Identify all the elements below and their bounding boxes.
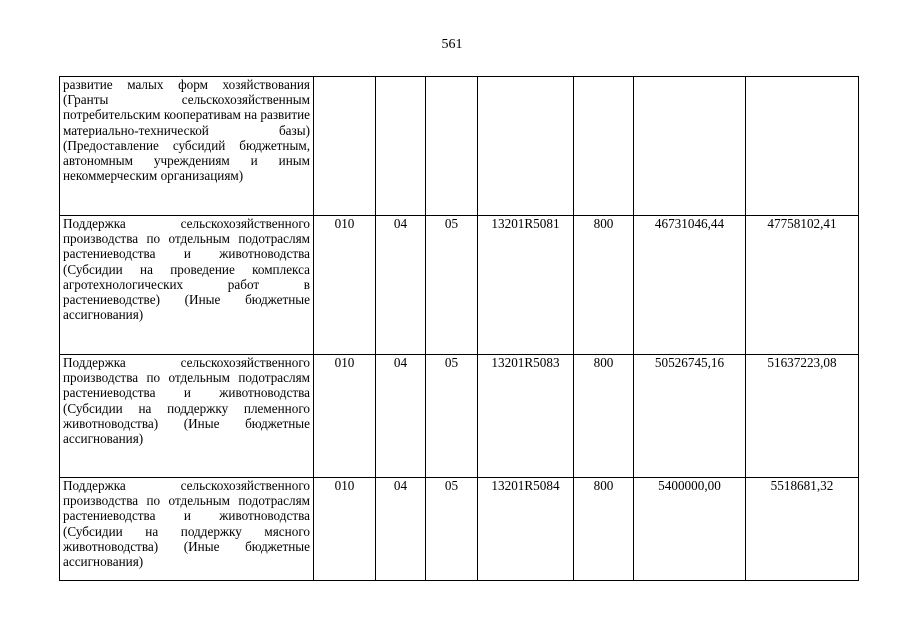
subsection-code-cell: 05 bbox=[426, 478, 478, 581]
expense-type-cell: 800 bbox=[574, 355, 634, 478]
ministry-code-cell: 010 bbox=[314, 216, 376, 355]
amount-year1-cell: 5400000,00 bbox=[634, 478, 746, 581]
section-code-cell: 04 bbox=[376, 216, 426, 355]
target-code-cell: 13201R5084 bbox=[478, 478, 574, 581]
target-code-cell: 13201R5081 bbox=[478, 216, 574, 355]
expense-type-cell: 800 bbox=[574, 478, 634, 581]
row-description: Поддержка сельскохозяйственного производства по отдельным подотраслям растениеводства и животноводства (Субсидии на проведение комплекса агротехнологических работ в растениеводстве) (Иные бюджетные ассигнования) bbox=[60, 216, 314, 355]
target-code-cell: 13201R5083 bbox=[478, 355, 574, 478]
row-description: Поддержка сельскохозяйственного производства по отдельным подотраслям растениеводства и животноводства (Субсидии на поддержку племенного животноводства) (Иные бюджетные ассигнования) bbox=[60, 355, 314, 478]
table-row bbox=[60, 77, 859, 216]
amount-year2-cell: 5518681,32 bbox=[746, 478, 859, 581]
ministry-code-cell bbox=[314, 77, 376, 216]
budget-table bbox=[59, 76, 859, 581]
amount-year2-cell: 47758102,41 bbox=[746, 216, 859, 355]
amount-year1-cell: 50526745,16 bbox=[634, 355, 746, 478]
section-code-cell bbox=[376, 77, 426, 216]
row-description: Поддержка сельскохозяйственного производства по отдельным подотраслям растениеводства и животноводства (Субсидии на поддержку мясного животноводства) (Иные бюджетные ассигнования) bbox=[60, 478, 314, 581]
ministry-code-cell: 010 bbox=[314, 355, 376, 478]
table-row bbox=[60, 355, 859, 478]
expense-type-cell: 800 bbox=[574, 216, 634, 355]
expense-type-cell bbox=[574, 77, 634, 216]
amount-year2-cell bbox=[746, 77, 859, 216]
section-code-cell: 04 bbox=[376, 355, 426, 478]
amount-year1-cell bbox=[634, 77, 746, 216]
subsection-code-cell bbox=[426, 77, 478, 216]
table-row bbox=[60, 216, 859, 355]
subsection-code-cell: 05 bbox=[426, 216, 478, 355]
table-row bbox=[60, 478, 859, 581]
amount-year1-cell: 46731046,44 bbox=[634, 216, 746, 355]
page-number: 561 bbox=[441, 37, 463, 52]
amount-year2-cell: 51637223,08 bbox=[746, 355, 859, 478]
ministry-code-cell: 010 bbox=[314, 478, 376, 581]
subsection-code-cell: 05 bbox=[426, 355, 478, 478]
target-code-cell bbox=[478, 77, 574, 216]
section-code-cell: 04 bbox=[376, 478, 426, 581]
row-description: развитие малых форм хозяйствования (Гранты сельскохозяйственным потребительским кооперативам на развитие материально-технической базы) (Предоставление субсидий бюджетным, автономным учреждениям и иным некоммерческим организациям) bbox=[60, 77, 314, 216]
